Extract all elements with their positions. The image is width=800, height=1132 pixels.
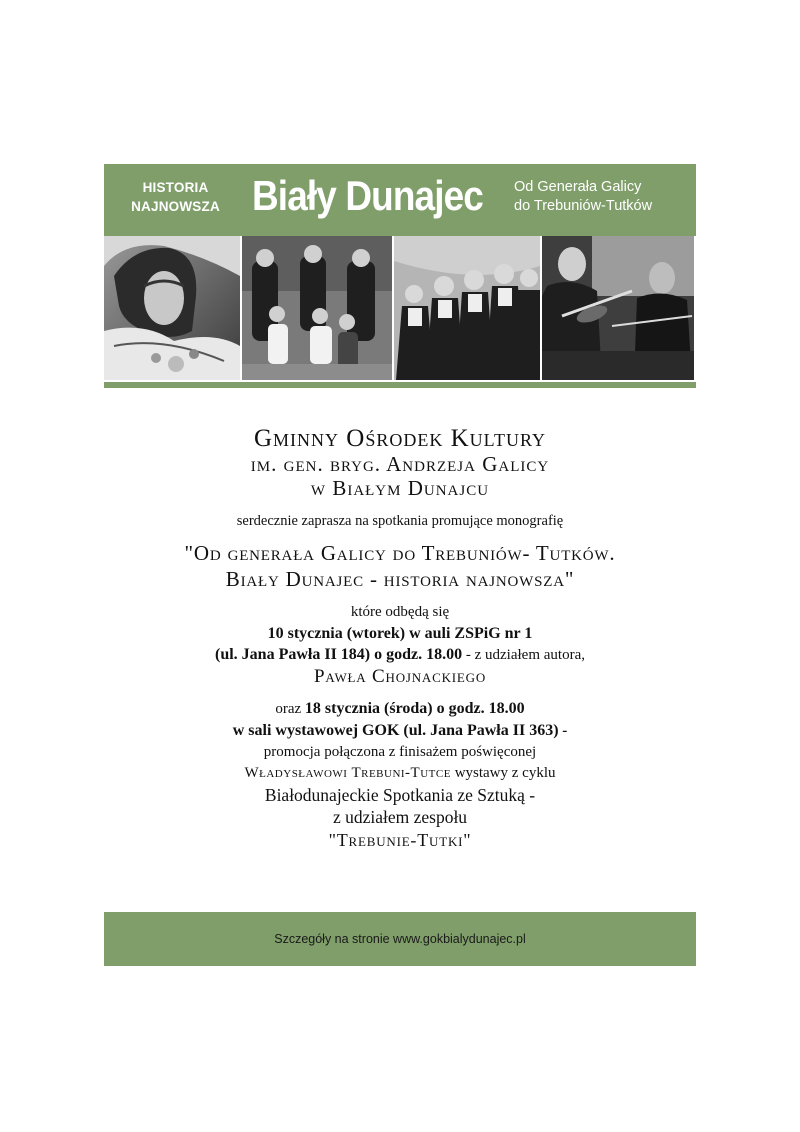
event2-date-bold: 18 stycznia (środa) o godz. 18.00 [304, 700, 525, 717]
invitation-text [104, 426, 696, 852]
dedication-name: Władysławowi Trebuni-Tutce [244, 765, 451, 781]
event2-venue-rest: - [558, 723, 568, 739]
fiddlers-photo [542, 236, 694, 380]
book-title [104, 540, 696, 592]
series-label [118, 178, 233, 216]
event2-dedication [104, 763, 696, 784]
event1-address-bold: (ul. Jana Pawła II 184) o godz. 18.00 [215, 646, 463, 663]
banner-subtitle-line1: Od Generała Galicy [514, 179, 642, 195]
woman-portrait-photo [104, 236, 240, 380]
event2-date [104, 698, 696, 720]
event1-date: 10 stycznia (wtorek) w auli ZSPiG nr 1 [267, 625, 533, 642]
event2-venue-bold: w sali wystawowej GOK (ul. Jana Pawła II 363) [232, 722, 559, 739]
event1-address [104, 644, 696, 666]
author-name: Pawła Chojnackiego [313, 666, 487, 687]
event2-prefix: oraz [275, 701, 305, 717]
book-title-line1: "Od generała Galicy do Trebuniów- Tutków. [184, 541, 616, 565]
banner-subtitle [514, 178, 694, 216]
event2-venue [104, 720, 696, 742]
family-group-photo [242, 236, 392, 380]
event-intro: które odbędą się [350, 604, 450, 620]
event-second [104, 698, 696, 852]
banner-title: Biały Dunajec [252, 172, 483, 219]
organizer-location: w Białym Dunajcu [310, 476, 490, 500]
women-in-folk-costumes-photo [394, 236, 540, 380]
event2-band-intro: z udziałem zespołu [332, 807, 468, 827]
event-first [104, 602, 696, 688]
invite-text: serdecznie zaprasza na spotkania promujące monografię [236, 513, 564, 529]
band-name: "Trebunie-Tutki" [328, 830, 472, 850]
organizer-patron: im. gen. bryg. Andrzeja Galicy [250, 452, 550, 476]
event2-series: Białodunajeckie Spotkania ze Sztuką - [264, 785, 536, 805]
series-label-line2: NAJNOWSZA [131, 199, 220, 214]
banner-subtitle-line2: do Trebuniów-Tutków [514, 198, 653, 214]
series-label-line1: HISTORIA [142, 180, 209, 195]
event1-address-rest: - z udziałem autora, [462, 647, 585, 663]
footer-bar [104, 912, 696, 966]
event2-description: promocja połączona z finisażem poświęconej [263, 744, 537, 760]
banner-divider [104, 382, 696, 388]
footer-details-text: Szczegóły na stronie www.gokbialydunajec.pl [274, 932, 526, 946]
dedication-rest: wystawy z cyklu [450, 765, 556, 781]
book-title-line2: Biały Dunajec - historia najnowsza" [225, 567, 575, 591]
photo-strip [104, 236, 696, 380]
organizer-name: Gminny Ośrodek Kultury [253, 425, 546, 452]
header-banner [104, 164, 696, 236]
